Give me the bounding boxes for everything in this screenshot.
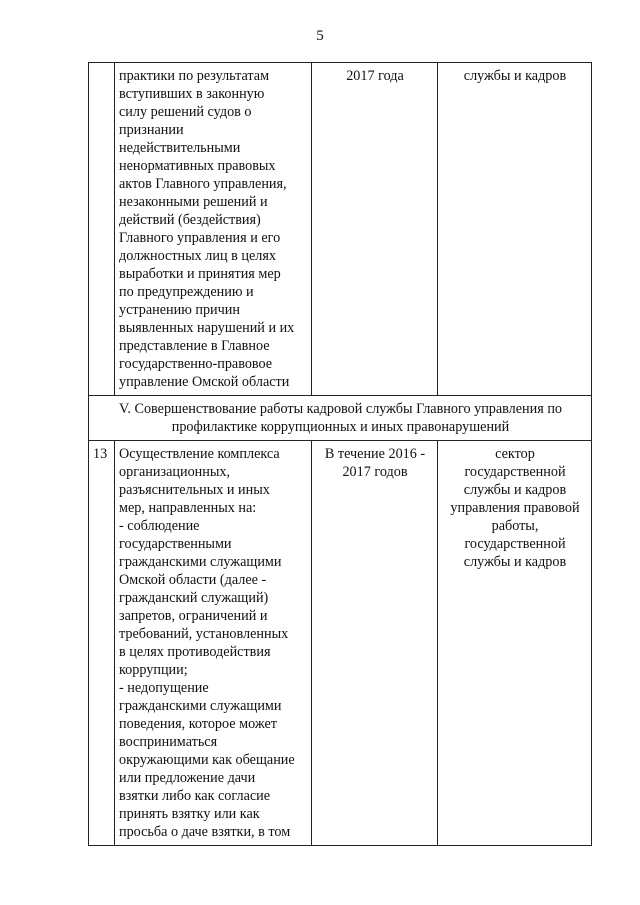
measure-line: Омской области (далее - <box>119 572 267 588</box>
responsible-line: государственной <box>464 536 566 552</box>
measure-line: гражданскими служащими <box>119 698 282 714</box>
term-line: 2017 годов <box>342 464 408 480</box>
measure-line: вступивших в законную <box>119 86 265 102</box>
measure-line: Главного управления и его <box>119 230 281 246</box>
responsible-line: сектор <box>495 446 535 462</box>
measure-line: по предупреждению и <box>119 284 254 300</box>
term-line: 2017 года <box>346 68 404 84</box>
row-number-cell: 13 <box>89 441 115 846</box>
measure-line: незаконными решений и <box>119 194 268 210</box>
measure-line: государственными <box>119 536 232 552</box>
table-row <box>89 441 592 846</box>
measure-line: разъяснительных и иных <box>119 482 270 498</box>
measure-line: просьба о даче взятки, в том <box>119 824 291 840</box>
measure-line: недействительными <box>119 140 241 156</box>
measure-line: или предложение дачи <box>119 770 256 786</box>
responsible-line: службы и кадров <box>463 554 567 570</box>
measure-line: представление в Главное <box>119 338 270 354</box>
measure-line: мер, направленных на: <box>119 500 257 516</box>
measure-line: - соблюдение <box>119 518 200 534</box>
measure-line: взятки либо как согласие <box>119 788 271 804</box>
measure-line: восприниматься <box>119 734 218 750</box>
measure-line: выработки и принятия мер <box>119 266 281 282</box>
responsible-line: управления правовой <box>450 500 580 516</box>
row-number-cell <box>89 63 115 396</box>
responsible-cell <box>438 63 592 396</box>
measure-line: действий (бездействия) <box>119 212 261 228</box>
measure-line: требований, установленных <box>119 626 289 642</box>
measure-line: управление Омской области <box>119 374 290 390</box>
measure-line: государственно-правовое <box>119 356 273 372</box>
measure-line: устранению причин <box>119 302 240 318</box>
measure-line: Осуществление комплекса <box>119 446 280 462</box>
measure-line: признании <box>119 122 184 138</box>
measure-line: силу решений судов о <box>119 104 252 120</box>
responsible-line: государственной <box>464 464 566 480</box>
responsible-line: работы, <box>491 518 539 534</box>
measure-line: в целях противодействия <box>119 644 271 660</box>
page-number: 5 <box>316 28 324 44</box>
responsible-line: службы и кадров <box>463 482 567 498</box>
measure-line: окружающими как обещание <box>119 752 295 768</box>
measures-table <box>88 62 592 846</box>
section-heading-line: профилактике коррупционных и иных правонарушений <box>171 419 510 435</box>
responsible-line: службы и кадров <box>463 68 567 84</box>
measure-line: должностных лиц в целях <box>119 248 276 264</box>
section-heading-line: V. Совершенствование работы кадровой службы Главного управления по <box>118 401 563 417</box>
responsible-cell <box>438 441 592 846</box>
measure-line: актов Главного управления, <box>119 176 287 192</box>
measure-line: коррупции; <box>119 662 188 678</box>
section-heading <box>89 396 592 441</box>
table-row <box>89 63 592 396</box>
term-cell <box>312 441 438 846</box>
measure-cell <box>115 63 312 396</box>
term-line: В течение 2016 - <box>324 446 426 462</box>
measure-line: выявленных нарушений и их <box>119 320 295 336</box>
measure-line: ненормативных правовых <box>119 158 276 174</box>
measure-line: практики по результатам <box>119 68 270 84</box>
section-heading-row <box>89 396 592 441</box>
measure-line: - недопущение <box>119 680 209 696</box>
measure-cell <box>115 441 312 846</box>
measure-line: поведения, которое может <box>119 716 277 732</box>
term-cell <box>312 63 438 396</box>
measure-line: организационных, <box>119 464 231 480</box>
measure-line: принять взятку или как <box>119 806 260 822</box>
measure-line: гражданскими служащими <box>119 554 282 570</box>
measure-line: гражданский служащий) <box>119 590 269 606</box>
measure-line: запретов, ограничений и <box>119 608 268 624</box>
